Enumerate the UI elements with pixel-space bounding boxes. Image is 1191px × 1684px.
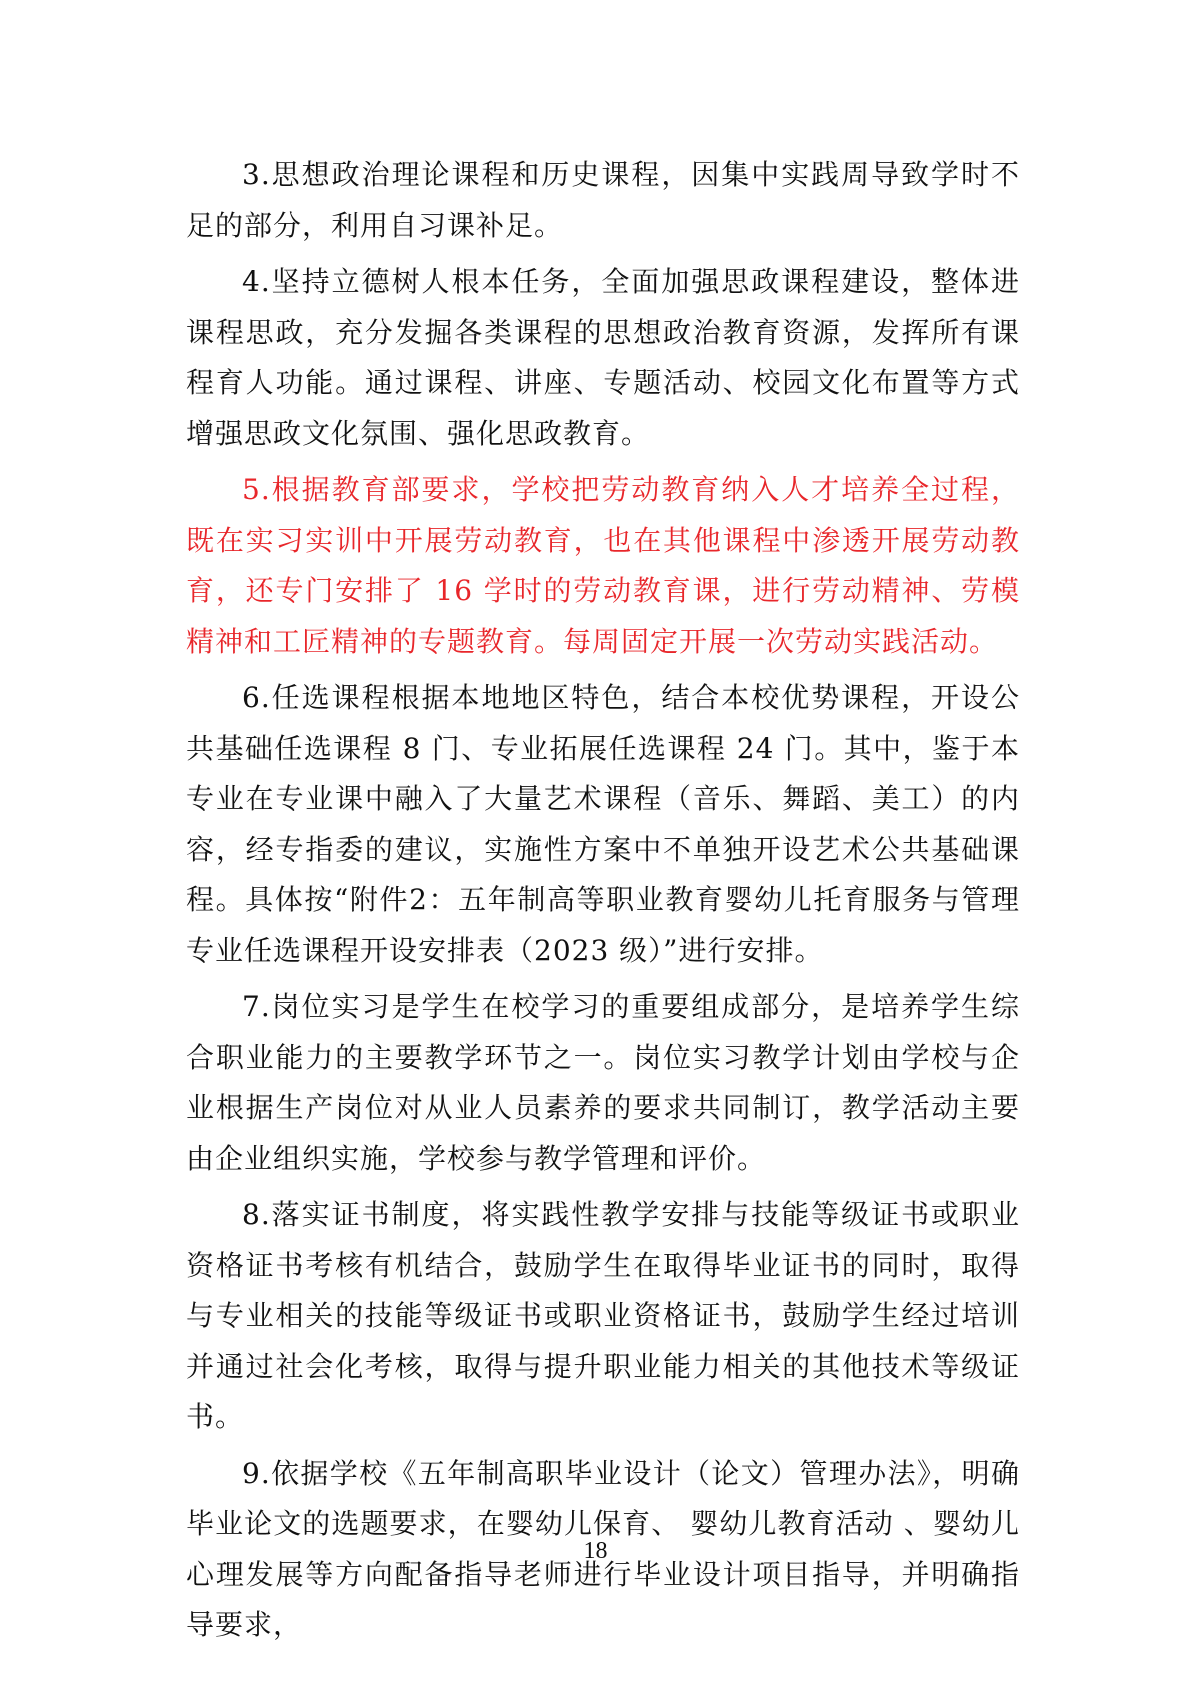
document-body (186, 150, 1020, 1657)
paragraph-4: 4.坚持立德树人根本任务，全面加强思政课程建设，整体进课程思政，充分发掘各类课程的思想政治教育资源，发挥所有课程育人功能。通过课程、讲座、专题活动、校园文化布置等方式增强思政文化氛围、强化思政教育。 (186, 265, 1020, 450)
paragraph-7: 7.岗位实习是学生在校学习的重要组成部分，是培养学生综合职业能力的主要教学环节之一。岗位实习教学计划由学校与企业根据生产岗位对从业人员素养的要求共同制订，教学活动主要由企业组织实施，学校参与教学管理和评价。 (186, 990, 1020, 1175)
page-number: 18 (583, 1538, 608, 1564)
paragraph-6: 6.任选课程根据本地地区特色，结合本校优势课程，开设公共基础任选课程 8 门、专业拓展任选课程 24 门。其中，鉴于本专业在专业课中融入了大量艺术课程（音乐、舞蹈、美工）的内容，经专指委的建议，实施性方案中不单独开设艺术公共基础课程。具体按“附件2：五年制高等职业教育婴幼儿托育服务与管理专业任选课程开设安排表（2023 级）”进行安排。 (186, 681, 1020, 967)
paragraph-3: 3.思想政治理论课程和历史课程，因集中实践周导致学时不足的部分，利用自习课补足。 (186, 158, 1020, 242)
paragraph-8: 8.落实证书制度，将实践性教学安排与技能等级证书或职业资格证书考核有机结合，鼓励学生在取得毕业证书的同时，取得与专业相关的技能等级证书或职业资格证书，鼓励学生经过培训并通过社会化考核，取得与提升职业能力相关的其他技术等级证书。 (186, 1198, 1020, 1433)
paragraph-5-highlighted: 5.根据教育部要求，学校把劳动教育纳入人才培养全过程，既在实习实训中开展劳动教育，也在其他课程中渗透开展劳动教育，还专门安排了 16 学时的劳动教育课，进行劳动精神、劳模精神和工匠精神的专题教育。每周固定开展一次劳动实践活动。 (186, 473, 1020, 658)
paragraph-9: 9.依据学校《五年制高职毕业设计（论文）管理办法》，明确毕业论文的选题要求，在婴幼儿保育、 婴幼儿教育活动 、婴幼儿心理发展等方向配备指导老师进行毕业设计项目指导，并明确指导要求， (186, 1456, 1020, 1641)
